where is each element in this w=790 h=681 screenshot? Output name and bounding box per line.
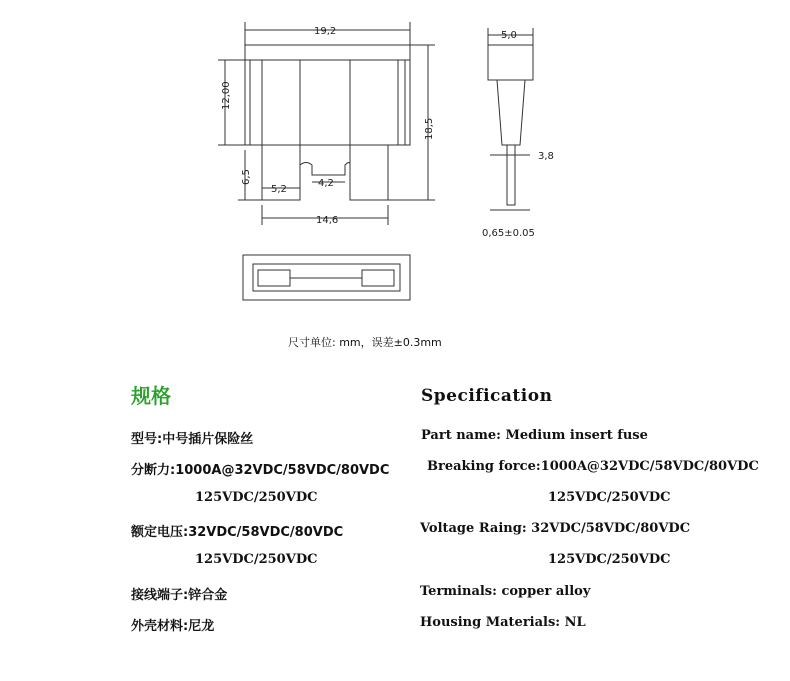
unit-caption: 尺寸单位: mm，误差±0.3mm — [288, 336, 442, 349]
spec-heading-cn: 规格 — [131, 384, 171, 408]
dim-leg-gap: 4,2 — [318, 178, 334, 189]
dim-terminal-thickness: 0,65±0.05 — [482, 228, 535, 239]
fuse-side-outline — [488, 45, 533, 145]
dim-width-top: 19,2 — [314, 26, 337, 37]
dim-leg-span: 14,6 — [316, 215, 339, 226]
part-name-cn: 型号:中号插片保险丝 — [131, 432, 254, 447]
dim-leg-height: 6,5 — [241, 169, 252, 185]
voltage-rating-cn-cont: 125VDC/250VDC — [195, 552, 318, 567]
dim-height-body: 12,00 — [221, 81, 232, 110]
breaking-force-en-cont: 125VDC/250VDC — [548, 490, 671, 505]
dim-side-width: 3,8 — [538, 151, 554, 162]
housing-en: Housing Materials: NL — [420, 615, 586, 630]
part-name-en: Part name: Medium insert fuse — [421, 428, 648, 443]
fuse-side-terminal — [507, 145, 515, 205]
dim-leg-width: 5,2 — [271, 184, 287, 195]
voltage-rating-en-cont: 125VDC/250VDC — [548, 552, 671, 567]
housing-cn: 外壳材料:尼龙 — [131, 619, 215, 634]
breaking-force-cn-cont: 125VDC/250VDC — [195, 490, 318, 505]
terminals-cn: 接线端子:锌合金 — [131, 588, 228, 603]
spec-heading-en: Specification — [421, 386, 553, 406]
dim-height-total: 18,5 — [424, 117, 435, 140]
breaking-force-cn: 分断力:1000A@32VDC/58VDC/80VDC — [131, 463, 390, 478]
voltage-rating-en: Voltage Raing: 32VDC/58VDC/80VDC — [420, 521, 691, 536]
terminals-en: Terminals: copper alloy — [420, 584, 591, 599]
voltage-rating-cn: 额定电压:32VDC/58VDC/80VDC — [131, 525, 344, 540]
dim-thickness: 5,0 — [501, 30, 517, 41]
breaking-force-en: Breaking force:1000A@32VDC/58VDC/80VDC — [427, 459, 759, 474]
fuse-right-leg — [350, 145, 388, 200]
fuse-technical-drawing — [0, 0, 790, 330]
